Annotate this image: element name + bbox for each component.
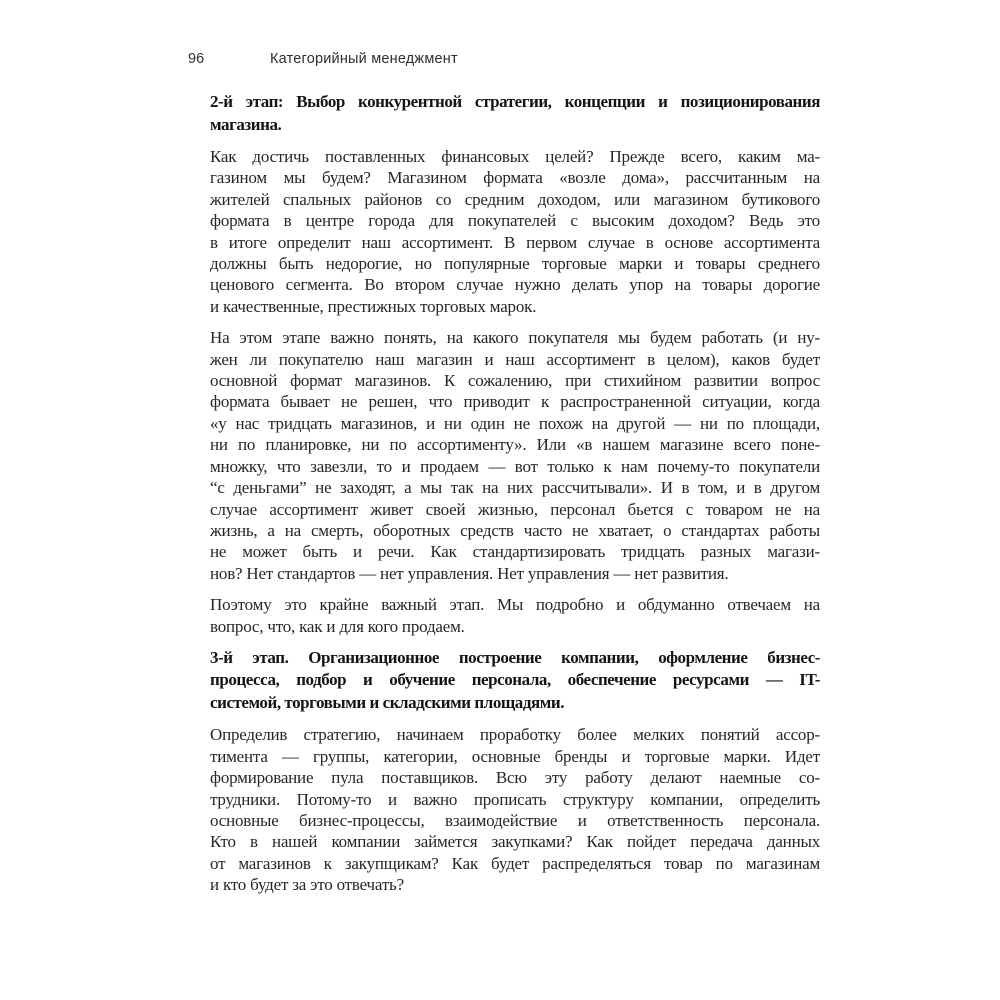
- running-header-title: Категорийный менеджмент: [270, 51, 458, 67]
- running-header: [0, 51, 1000, 71]
- heading-line: 2-й этап: Выбор конкурентной стратегии, концепции и позиционирования: [210, 92, 820, 111]
- text-line: формата в центре города для покупателей с высоким доходом? Ведь это: [210, 211, 820, 231]
- paragraph: [210, 724, 820, 895]
- section-heading: [210, 91, 820, 136]
- text-line: Как достичь поставленных финансовых целей? Прежде всего, каким ма-: [210, 147, 820, 166]
- text-line: ценового сегмента. Во втором случае нужно делать упор на товары дорогие: [210, 275, 820, 295]
- text-line: вопрос, что, как и для кого продаем.: [210, 616, 465, 636]
- heading-line: системой, торговыми и складскими площадями.: [210, 692, 565, 712]
- text-line: от магазинов к закупщикам? Как будет распределяться товар по магазинам: [210, 853, 820, 873]
- text-line: множку, что завезли, то и продаем — вот только к нам почему-то покупатели: [210, 456, 820, 476]
- text-line: газином мы будем? Магазином формата «возле дома», рассчитанным на: [210, 168, 820, 188]
- text-line: “с деньгами” не заходят, а мы так на них рассчитывали». И в том, и в другом: [210, 478, 820, 498]
- paragraph: [210, 594, 820, 637]
- text-line: трудники. Потому-то и важно прописать структуру компании, определить: [210, 789, 820, 809]
- section-heading: [210, 647, 820, 715]
- text-line: должны быть недорогие, но популярные торговые марки и товары среднего: [210, 254, 820, 274]
- text-line: ни по планировке, ни по ассортименту». Или «в нашем магазине всего поне-: [210, 435, 820, 455]
- heading-line: 3-й этап. Организационное построение компании, оформление бизнес-: [210, 647, 820, 667]
- page-number: 96: [188, 51, 205, 67]
- text-line: Кто в нашей компании займется закупками? Как пойдет передача данных: [210, 832, 820, 852]
- text-line: основной формат магазинов. К сожалению, при стихийном развитии вопрос: [210, 371, 820, 391]
- text-line: Определив стратегию, начинаем проработку более мелких понятий ассор-: [210, 725, 820, 745]
- text-line: и качественные, престижных торговых марок.: [210, 296, 537, 316]
- heading-line: процесса, подбор и обучение персонала, обеспечение ресурсами — IT-: [210, 670, 820, 690]
- heading-line: магазина.: [210, 114, 282, 134]
- text-block: [210, 91, 820, 906]
- paragraph: [210, 146, 820, 317]
- text-line: формата бывает не решен, что приводит к распространенной ситуации, когда: [210, 392, 820, 412]
- text-line: формирование пула поставщиков. Всю эту работу делают наемные со-: [210, 768, 820, 788]
- text-line: жителей спальных районов со средним доходом, или магазином бутикового: [210, 189, 820, 209]
- text-line: случае ассортимент живет своей жизнью, персонал бьется с товаром не на: [210, 499, 820, 519]
- text-line: в итоге определит наш ассортимент. В первом случае в основе ассортимента: [210, 232, 820, 252]
- text-line: тимента — группы, категории, основные бренды и торговые марки. Идет: [210, 746, 820, 766]
- paragraph: [210, 327, 820, 584]
- text-line: и кто будет за это отвечать?: [210, 875, 404, 895]
- text-line: жизнь, а на смерть, оборотных средств часто не хватает, о стандартах работы: [210, 520, 820, 540]
- text-line: «у нас тридцать магазинов, и ни один не похож на другой — ни по площади,: [210, 413, 820, 433]
- text-line: нов? Нет стандартов — нет управления. Нет управления — нет развития.: [210, 563, 729, 583]
- text-line: не может быть и речи. Как стандартизировать тридцать разных магази-: [210, 542, 820, 562]
- text-line: Поэтому это крайне важный этап. Мы подробно и обдуманно отвечаем на: [210, 595, 820, 615]
- text-line: основные бизнес-процессы, взаимодействие и ответственность персонала.: [210, 811, 820, 831]
- text-line: На этом этапе важно понять, на какого покупателя мы будем работать (и ну-: [210, 328, 820, 348]
- text-line: жен ли покупателю наш магазин и наш ассортимент в целом), каков будет: [210, 349, 820, 369]
